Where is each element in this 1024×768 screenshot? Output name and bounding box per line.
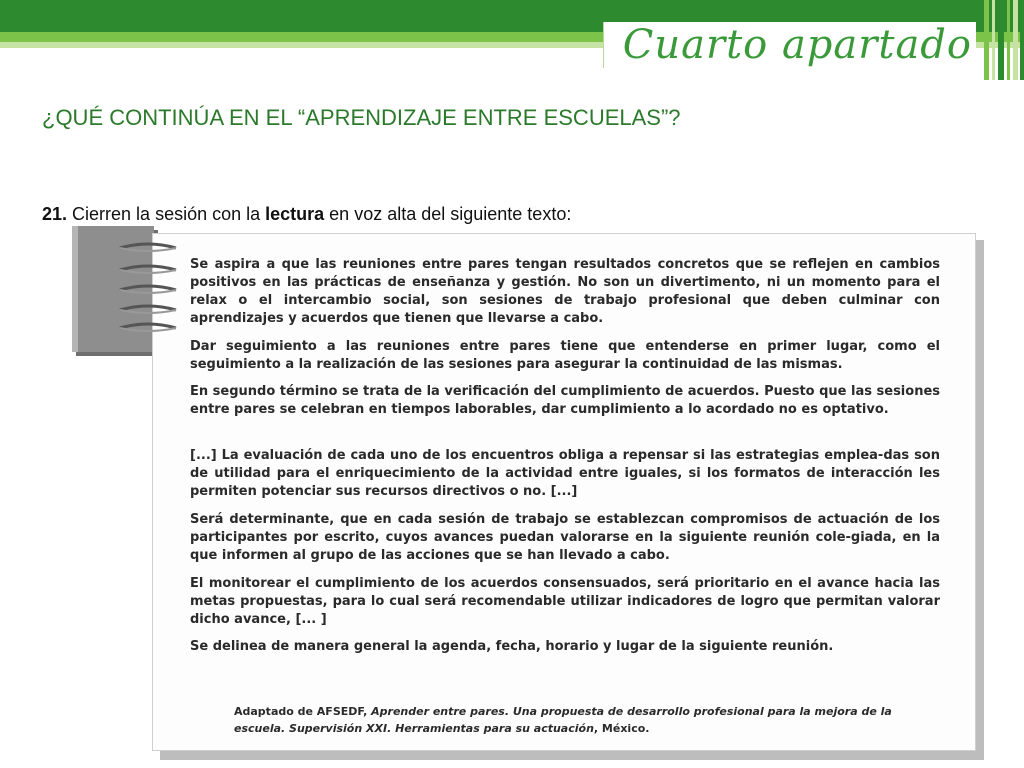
source-credit: [234, 703, 944, 737]
notepad-paragraph: Se aspira a que las reuniones entre pares tengan resultados concretos que se reflejen en cambios positivos en las prácticas de enseñanza y gestión. No son un divertimento, ni un momento para el relax o el intercambio social, son sesiones de trabajo profesional que deben culminar con aprendizajes y acuerdos que tienen que llevarse a cabo.: [190, 257, 940, 326]
credit-prefix: Adaptado de AFSEDF,: [234, 705, 372, 718]
instruction-part2: en voz alta del siguiente texto:: [324, 204, 572, 224]
notepad-paragraph: El monitorear el cumplimiento de los acuerdos consensuados, será prioritario en el avance hacia las metas propuestas, para lo cual será recomendable utilizar indicadores de logro que permitan valorar dicho avance, [... ]: [190, 576, 940, 627]
ring-icon: [118, 284, 178, 296]
notepad-paragraph: [...] La evaluación de cada uno de los encuentros obliga a repensar si las estrategias emplea-das son de utilidad para el enriquecimiento de la actividad entre iguales, si los formatos de interacción les permiten potenciar sus recursos directivos o no. [...]: [190, 448, 940, 499]
notepad-paragraph: Dar seguimiento a las reuniones entre pares tiene que entenderse en primer lugar, como el seguimiento a la realización de las sesiones para asegurar la continuidad de las mismas.: [190, 339, 940, 372]
credit-title: Aprender entre pares. Una propuesta de desarrollo profesional para la mejora de la escuela. Supervisión XXI. Herramientas para su actuación: [234, 705, 892, 735]
decorative-stripes: [984, 0, 1024, 80]
page-heading: ¿QUÉ CONTINÚA EN EL “APRENDIZAJE ENTRE ESCUELAS”?: [42, 105, 681, 130]
ring-icon: [118, 322, 178, 334]
instruction-part1: Cierren la sesión con la: [67, 204, 266, 224]
instruction-bold-word: lectura: [265, 204, 325, 224]
instruction-text: [42, 204, 571, 225]
notepad-paragraph: Se delinea de manera general la agenda, fecha, horario y lugar de la siguiente reunión.: [190, 639, 834, 654]
section-title: Cuarto apartado: [622, 22, 972, 68]
notepad-paragraph: Será determinante, que en cada sesión de trabajo se establezcan compromisos de actuación de los participantes por escrito, cuyos avances puedan valorarse en la siguiente reunión cole-giada, en la que informen al grupo de las acciones que se han llevado a cabo.: [190, 512, 940, 563]
ring-icon: [118, 304, 178, 316]
notepad-paragraph: En segundo término se trata de la verificación del cumplimiento de acuerdos. Puesto que las sesiones entre pares se celebran en tiempos laborables, dar cumplimiento a lo acordado no es optativo.: [190, 384, 941, 417]
credit-suffix: , México.: [593, 722, 650, 735]
ring-icon: [118, 242, 178, 254]
ring-icon: [118, 264, 178, 276]
instruction-number: 21.: [42, 204, 68, 224]
